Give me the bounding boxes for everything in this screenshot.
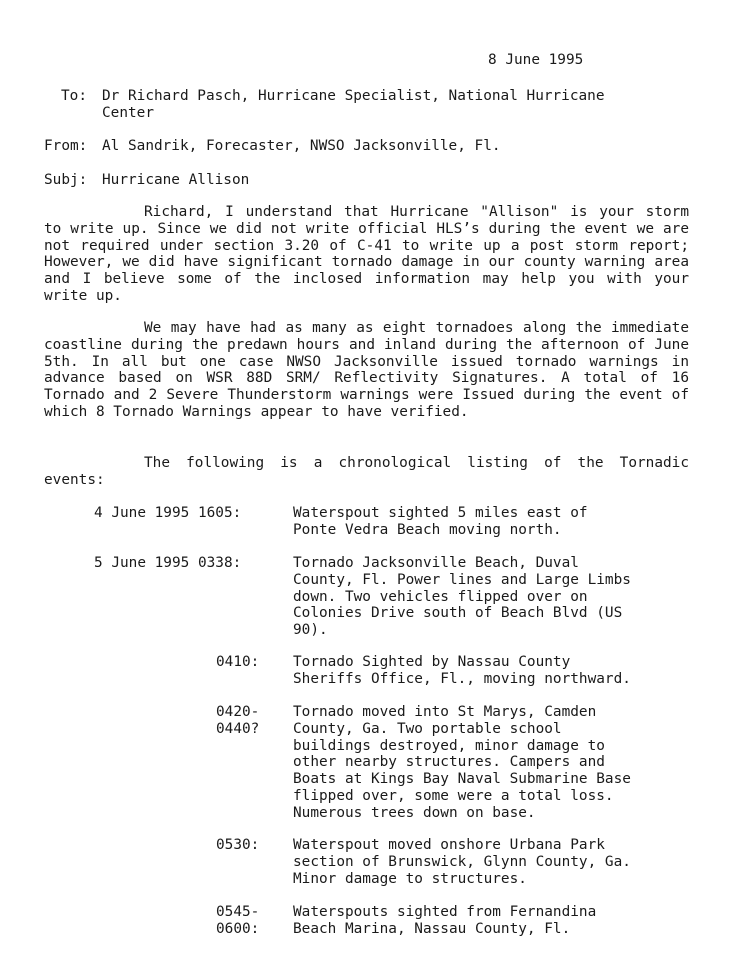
from-sender: Al Sandrik, Forecaster, NWSO Jacksonville, Fl. — [102, 138, 501, 154]
event-time: 0530: — [216, 837, 260, 853]
event-description: Waterspout moved onshore Urbana Park section of Brunswick, Glynn County, Ga. Minor damage to structures. — [293, 837, 631, 887]
event-description: Tornado Jacksonville Beach, Duval County, Fl. Power lines and Large Limbs down. Two vehicles flipped over on Colonies Drive south of Beach Blvd (US 90). — [293, 555, 631, 639]
event-description: Waterspout sighted 5 miles east of Ponte Vedra Beach moving north. — [293, 505, 588, 538]
event-description: Tornado Sighted by Nassau County Sheriffs Office, Fl., moving northward. — [293, 654, 631, 687]
memo-date: 8 June 1995 — [488, 52, 584, 68]
event-time: 4 June 1995 1605: — [94, 505, 242, 521]
event-time: 0410: — [216, 654, 260, 670]
to-label: To: — [61, 88, 87, 104]
from-label: From: — [44, 138, 88, 154]
to-recipient-continued: Center — [102, 105, 154, 121]
to-recipient: Dr Richard Pasch, Hurricane Specialist, National Hurricane — [102, 88, 605, 104]
subject-text: Hurricane Allison — [102, 172, 250, 188]
event-time: 0420- 0440? — [216, 704, 260, 737]
event-time: 0545- 0600: — [216, 904, 260, 937]
body-paragraph-2: We may have had as many as eight tornadoes along the immediate coastline during the predawn hours and inland during the afternoon of June 5th. In all but one case NWSO Jacksonville issued tornado warnings in advance based on WSR 88D SRM/ Reflectivity Signatures. A total of 16 Tornado and 2 Severe Thunderstorm warnings were Issued during the event of which 8 Tornado Warnings appear to have verified. — [44, 320, 689, 420]
event-time: 5 June 1995 0338: — [94, 555, 242, 571]
subject-label: Subj: — [44, 172, 88, 188]
body-paragraph-3: The following is a chronological listing of the Tornadic events: — [44, 455, 689, 488]
event-description: Tornado moved into St Marys, Camden County, Ga. Two portable school buildings destroyed, minor damage to other nearby structures. Campers and Boats at Kings Bay Naval Submarine Base flipped over, some were a total loss. Numerous trees down on base. — [293, 704, 631, 821]
event-description: Waterspouts sighted from Fernandina Beach Marina, Nassau County, Fl. — [293, 904, 597, 937]
body-paragraph-1: Richard, I understand that Hurricane "Allison" is your storm to write up. Since we did not write official HLS’s during the event we are not required under section 3.20 of C-41 to write up a post storm report; However, we did have significant tornado damage in our county warning area and I believe some of the inclosed information may help you with your write up. — [44, 204, 689, 304]
